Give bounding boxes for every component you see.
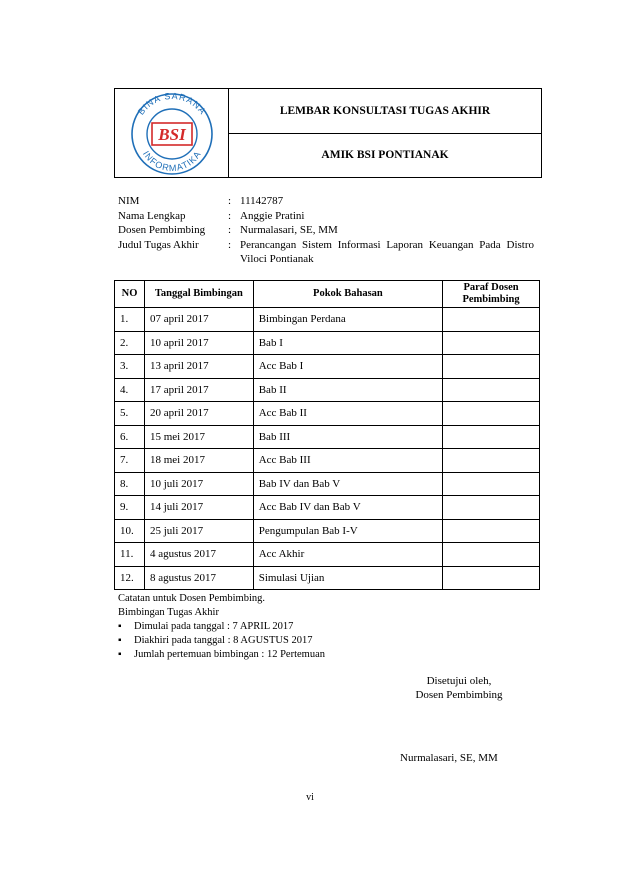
row-date: 18 mei 2017 xyxy=(144,449,253,473)
row-date: 13 april 2017 xyxy=(144,355,253,379)
table-row xyxy=(115,543,540,567)
row-topic: Simulasi Ujian xyxy=(253,566,442,590)
table-row xyxy=(115,378,540,402)
row-number: 2. xyxy=(115,331,145,355)
table-row xyxy=(115,566,540,590)
row-topic: Acc Akhir xyxy=(253,543,442,567)
row-signature xyxy=(443,355,540,379)
info-row-nim xyxy=(118,194,534,209)
notes xyxy=(118,592,325,662)
row-number: 8. xyxy=(115,472,145,496)
approval-label: Disetujui oleh, xyxy=(426,675,492,687)
row-number: 12. xyxy=(115,566,145,590)
row-topic: Acc Bab I xyxy=(253,355,442,379)
info-separator: : xyxy=(228,224,232,236)
logo-cell xyxy=(115,89,229,177)
notes-subheading: Bimbingan Tugas Akhir xyxy=(118,607,219,618)
row-date: 07 april 2017 xyxy=(144,308,253,332)
info-value: Anggie Pratini xyxy=(240,209,305,222)
info-label: Nama Lengkap xyxy=(118,209,186,222)
table-row xyxy=(115,331,540,355)
row-signature xyxy=(443,566,540,590)
info-label: NIM xyxy=(118,195,140,207)
student-info xyxy=(118,194,534,267)
table-row xyxy=(115,519,540,543)
table-row xyxy=(115,308,540,332)
bsi-logo xyxy=(127,92,217,176)
notes-list xyxy=(118,620,325,662)
header-topic: Pokok Bahasan xyxy=(253,281,442,308)
row-signature xyxy=(443,496,540,520)
row-date: 4 agustus 2017 xyxy=(144,543,253,567)
row-date: 10 april 2017 xyxy=(144,331,253,355)
logo-mark: BSI xyxy=(158,125,186,144)
info-value: Perancangan Sistem Informasi Laporan Keuangan Pada Distro Viloci Pontianak xyxy=(240,238,534,265)
table-row xyxy=(115,449,540,473)
row-signature xyxy=(443,472,540,496)
institution-name: AMIK BSI PONTIANAK xyxy=(321,149,449,161)
row-topic: Bab III xyxy=(253,425,442,449)
row-topic: Bab IV dan Bab V xyxy=(253,472,442,496)
info-row-thesis-title xyxy=(118,238,534,267)
row-number: 4. xyxy=(115,378,145,402)
row-date: 25 juli 2017 xyxy=(144,519,253,543)
consultation-table xyxy=(114,280,540,590)
svg-text:INFORMATIKA xyxy=(141,149,203,173)
table-row xyxy=(115,402,540,426)
info-label: Judul Tugas Akhir xyxy=(118,238,199,251)
row-date: 15 mei 2017 xyxy=(144,425,253,449)
approval-role: Dosen Pembimbing xyxy=(415,689,503,701)
notes-item-start: ▪ Dimulai pada tanggal : 7 APRIL 2017 xyxy=(118,620,325,634)
row-number: 9. xyxy=(115,496,145,520)
info-separator: : xyxy=(228,209,232,222)
signer-name: Nurmalasari, SE, MM xyxy=(400,752,498,764)
row-topic: Bab II xyxy=(253,378,442,402)
row-signature xyxy=(443,425,540,449)
notes-item-end: ▪ Diakhiri pada tanggal : 8 AGUSTUS 2017 xyxy=(118,634,325,648)
row-number: 7. xyxy=(115,449,145,473)
row-number: 6. xyxy=(115,425,145,449)
row-topic: Bimbingan Perdana xyxy=(253,308,442,332)
header-date: Tanggal Bimbingan xyxy=(144,281,253,308)
row-topic: Acc Bab III xyxy=(253,449,442,473)
logo-bottom-text: INFORMATIKA xyxy=(140,148,204,174)
row-signature xyxy=(443,331,540,355)
approval-block xyxy=(392,674,526,702)
table-row xyxy=(115,496,540,520)
row-signature xyxy=(443,378,540,402)
row-signature xyxy=(443,449,540,473)
table-body xyxy=(115,308,540,590)
row-signature xyxy=(443,402,540,426)
info-separator: : xyxy=(228,195,232,207)
row-topic: Bab I xyxy=(253,331,442,355)
table-row xyxy=(115,355,540,379)
info-row-advisor xyxy=(118,223,534,238)
row-topic: Acc Bab IV dan Bab V xyxy=(253,496,442,520)
row-number: 11. xyxy=(115,543,145,567)
row-date: 17 april 2017 xyxy=(144,378,253,402)
row-signature xyxy=(443,543,540,567)
svg-text:BINA SARANA xyxy=(136,92,209,117)
row-date: 14 juli 2017 xyxy=(144,496,253,520)
header-no: NO xyxy=(115,281,145,308)
page-number: vi xyxy=(306,792,314,803)
table-row xyxy=(115,425,540,449)
row-topic: Pengumpulan Bab I-V xyxy=(253,519,442,543)
row-signature xyxy=(443,519,540,543)
row-number: 1. xyxy=(115,308,145,332)
header-box xyxy=(114,88,542,178)
row-number: 5. xyxy=(115,402,145,426)
notes-heading: Catatan untuk Dosen Pembimbing. xyxy=(118,593,265,604)
info-label: Dosen Pembimbing xyxy=(118,224,206,236)
info-value: Nurmalasari, SE, MM xyxy=(240,224,338,236)
info-value: 11142787 xyxy=(240,195,284,207)
logo-top-text: BINA SARANA xyxy=(135,92,209,117)
table-header-row xyxy=(115,281,540,308)
info-row-name xyxy=(118,209,534,224)
row-date: 8 agustus 2017 xyxy=(144,566,253,590)
document-title: LEMBAR KONSULTASI TUGAS AKHIR xyxy=(229,89,541,134)
row-topic: Acc Bab II xyxy=(253,402,442,426)
notes-item-count: ▪ Jumlah pertemuan bimbingan : 12 Pertemuan xyxy=(118,648,325,662)
table-row xyxy=(115,472,540,496)
row-number: 3. xyxy=(115,355,145,379)
info-separator: : xyxy=(228,238,232,251)
row-number: 10. xyxy=(115,519,145,543)
row-signature xyxy=(443,308,540,332)
row-date: 10 juli 2017 xyxy=(144,472,253,496)
header-signature: Paraf Dosen Pembimbing xyxy=(443,281,540,308)
row-date: 20 april 2017 xyxy=(144,402,253,426)
